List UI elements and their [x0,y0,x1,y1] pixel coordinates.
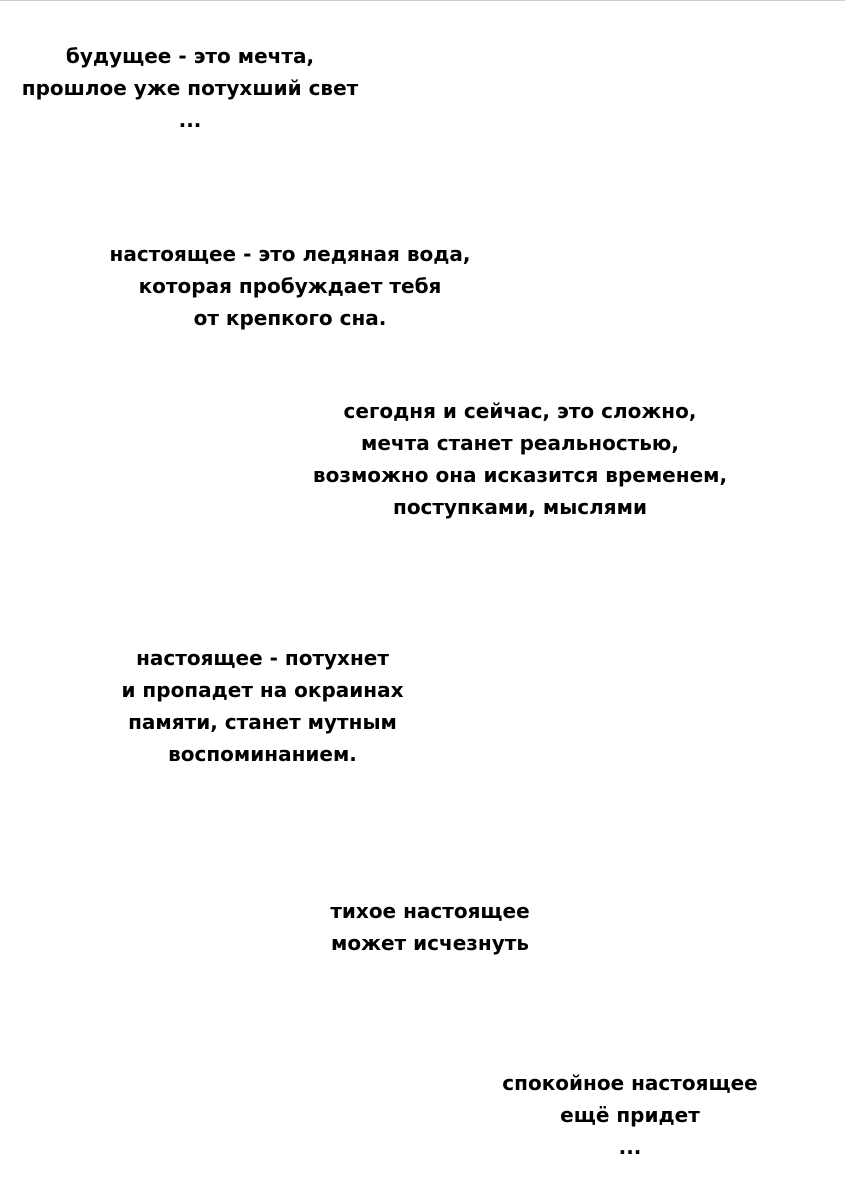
poem-line: прошлое уже потухший свет [21,76,359,100]
poem-line: которая пробуждает тебя [138,274,442,298]
poem-line: возможно она исказится временем, [312,463,728,487]
stanza-today-and-now [290,395,750,523]
poem-line: мечта станет реальностью, [361,431,679,455]
poem-line: памяти, станет мутным [128,710,397,734]
stanza-calm-present [490,1067,770,1163]
stanza-quiet-present [300,895,560,959]
poem-line: ещё придет [560,1103,700,1127]
poem-line: будущее - это мечта, [65,44,315,68]
poem-line: тихое настоящее [330,899,530,923]
poem-line: настоящее - это ледяная вода, [109,242,471,266]
poem-line: поступками, мыслями [393,495,647,519]
stanza-present-icy-water [100,238,480,334]
poem-line: воспоминанием. [168,742,357,766]
poem-line: сегодня и сейчас, это сложно, [343,399,697,423]
poem-line: ... [618,1135,642,1159]
poem-line: спокойное настоящее [502,1071,758,1095]
stanza-future-past [0,40,380,136]
poem-line: ... [178,108,202,132]
top-divider [0,0,845,1]
poem-line: от крепкого сна. [193,306,387,330]
poem-line: настоящее - потухнет [136,646,389,670]
poem-line: и пропадет на окраинах [121,678,404,702]
poem-line: может исчезнуть [331,931,529,955]
stanza-present-fades [100,642,425,770]
